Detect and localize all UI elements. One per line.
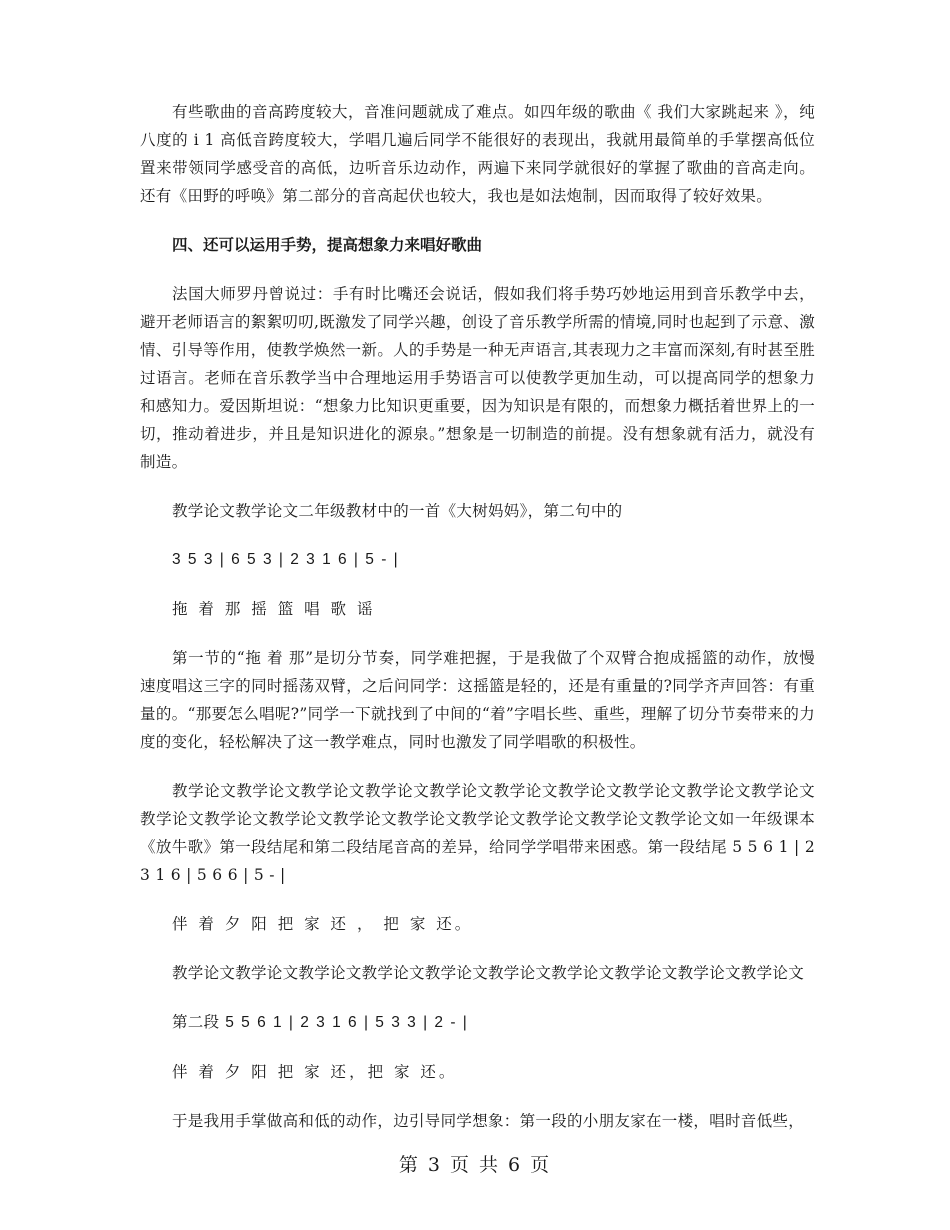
page-footer: 第 3 页 共 6 页 [398, 1154, 552, 1176]
paragraph-syncopation: 第一节的“拖 着 那”是切分节奏，同学难把握，于是我做了个双臂合抱成摇篮的动作，放慢速度唱这三字的同时摇荡双臂，之后问同学：这摇篮是轻的，还是有重量的?同学齐声回答：有重量的。“那要怎么唱呢?”同学一下就找到了中间的“着”字唱长些、重些，理解了切分节奏带来的力度的变化，轻松解决了这一教学难点，同时也激发了同学唱歌的积极性。 [140, 649, 815, 751]
paragraph-tree-mother: 教学论文教学论文二年级教材中的一首《大树妈妈》，第二句中的 [172, 502, 623, 520]
music-notation-2 [140, 1008, 815, 1037]
paragraph-rodin-quote: 法国大师罗丹曾说过：手有时比嘴还会说话，假如我们将手势巧妙地运用到音乐教学中去，避开老师语言的絮絮叨叨,既激发了同学兴趣，创设了音乐教学所需的情境,同时也起到了示意、激情、引导等作用，使教学焕然一新。人的手势是一种无声语言,其表现力之丰富而深刻,有时甚至胜过语言。老师在音乐教学当中合理地运用手势语言可以使教学更加生动，可以提高同学的想象力和感知力。爱因斯坦说：“想象力比知识更重要，因为知识是有限的，而想象力概括着世界上的一切，推动着进步，并且是知识进化的源泉。”想象是一切制造的前提。没有想象就有活力，就没有制造。 [140, 285, 815, 471]
paragraph-filler: 教学论文教学论文教学论文教学论文教学论文教学论文教学论文教学论文教学论文教学论文 [172, 964, 805, 982]
lyrics-line-2: 伴 着 夕 阳 把 家 还 ， 把 家 还。 [172, 915, 474, 933]
notation-2-notes: 5 5 6 1 | 2 3 1 6 | 5 3 3 | 2 - | [219, 1014, 469, 1031]
document-page [140, 98, 815, 1156]
paragraph-hand-gesture: 于是我用手掌做高和低的动作，边引导同学想象：第一段的小朋友家在一楼，唱时音低些， [172, 1112, 805, 1130]
lyrics-line-1: 拖 着 那 摇 篮 唱 歌 谣 [172, 600, 376, 618]
lyrics-line-3: 伴 着 夕 阳 把 家 还，把 家 还。 [172, 1063, 458, 1081]
music-notation-1: 3 5 3 | 6 5 3 | 2 3 1 6 | 5 - | [172, 551, 400, 568]
notation-2-label: 第二段 [172, 1013, 220, 1031]
section-heading-4: 四、还可以运用手势，提高想象力来唱好歌曲 [172, 236, 483, 254]
paragraph-pitch-range: 有些歌曲的音高跨度较大，音准问题就成了难点。如四年级的歌曲《 我们大家跳起来 》，纯八度的 i 1 高低音跨度较大，学唱几遍后同学不能很好的表现出，我就用最简单的手掌摆高低位置来带领同学感受音的高低，边听音乐边动作，两遍下来同学就很好的掌握了歌曲的音高走向。还有《田野的呼唤》第二部分的音高起伏也较大，我也是如法炮制，因而取得了较好效果。 [140, 103, 815, 205]
paragraph-cowherd-song: 教学论文教学论文教学论文教学论文教学论文教学论文教学论文教学论文教学论文教学论文教学论文教学论文教学论文教学论文教学论文教学论文教学论文教学论文教学论文如一年级课本《放牛歌》第一段结尾和第二段结尾音高的差异，给同学学唱带来困惑。第一段结尾 5 5 6 1 | 2 3 1 6 | 5 6 6 | 5 - | [140, 782, 815, 884]
